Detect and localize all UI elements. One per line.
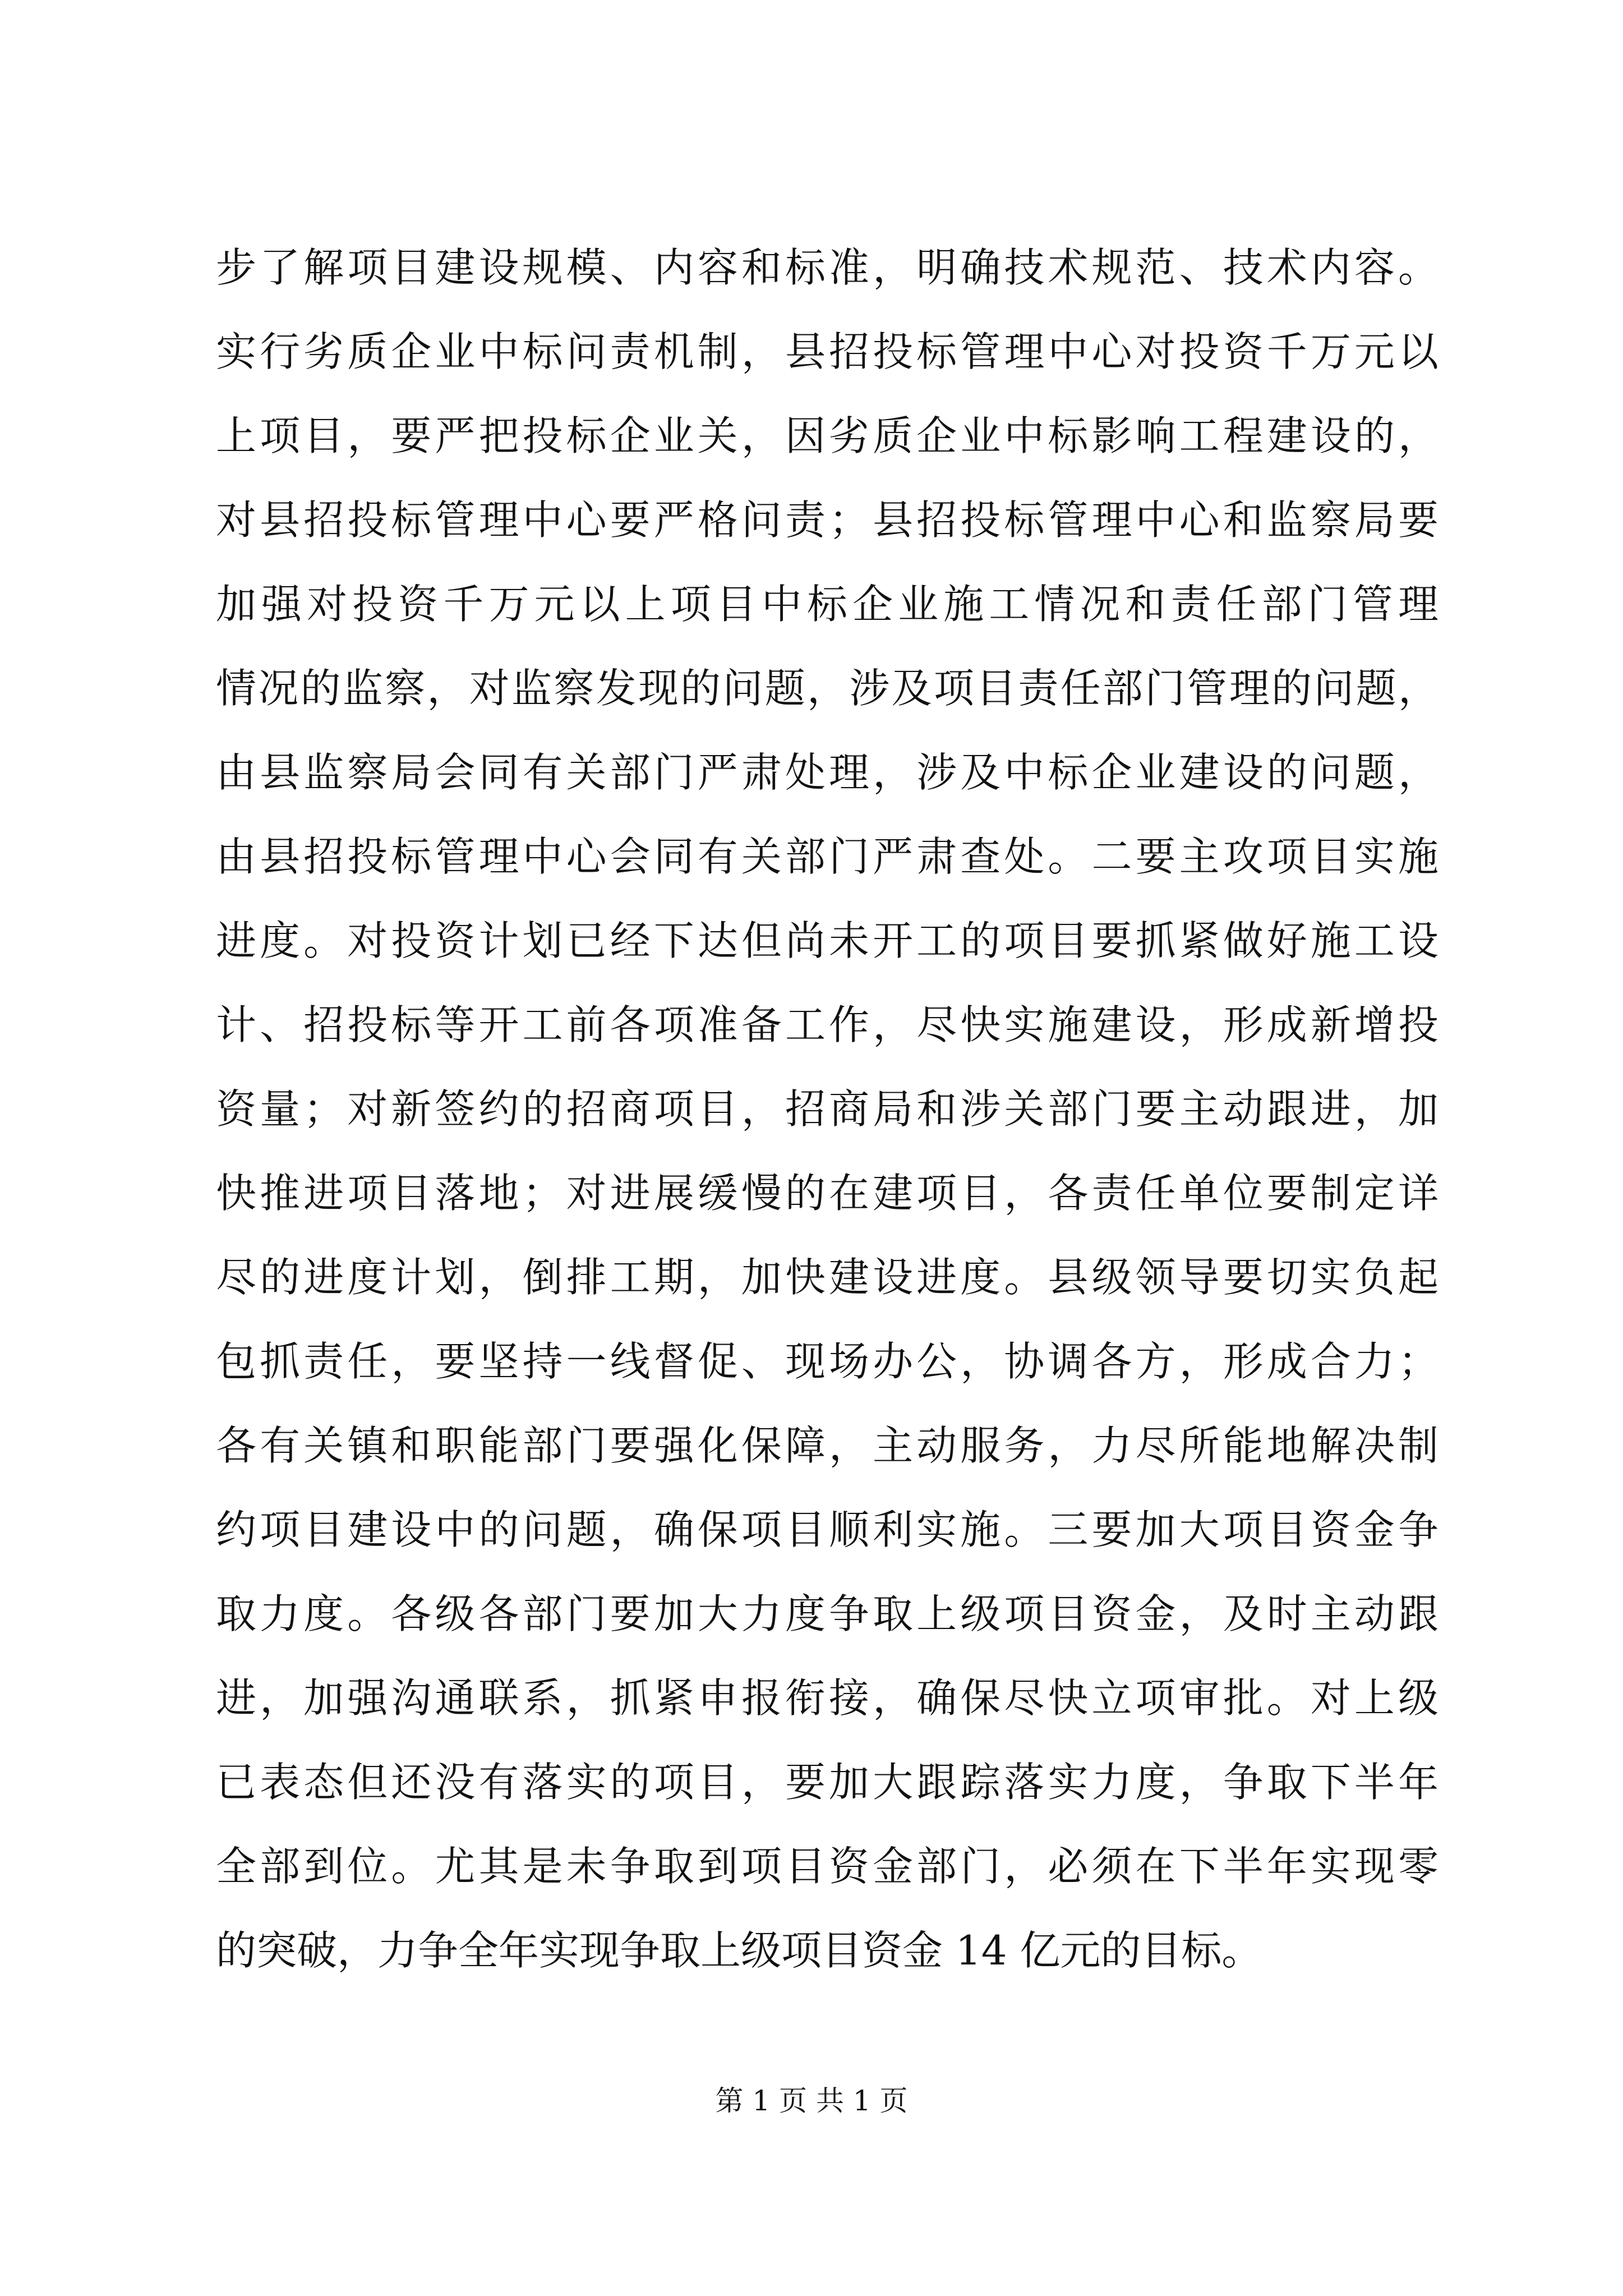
page-number-footer: 第 1 页 共 1 页 [715,2085,908,2117]
text-line: 的突破，力争全年实现争取上级项目资金 14 亿元的目标。 [216,1927,1262,1974]
text-line: 由县监察局会同有关部门严肃处理，涉及中标企业建设的问题， [216,749,1438,796]
text-line: 对县招投标管理中心要严格问责；县招投标管理中心和监察局要 [216,496,1438,544]
text-line: 取力度。各级各部门要加大力度争取上级项目资金，及时主动跟 [216,1590,1438,1637]
text-line: 计、招投标等开工前各项准备工作，尽快实施建设，形成新增投 [216,1001,1438,1048]
text-line: 约项目建设中的问题，确保项目顺利实施。三要加大项目资金争 [216,1506,1438,1553]
text-line: 加强对投资千万元以上项目中标企业施工情况和责任部门管理 [216,581,1438,628]
body-paragraph [216,226,1438,1993]
text-line: 各有关镇和职能部门要强化保障，主动服务，力尽所能地解决制 [216,1422,1438,1469]
text-line: 情况的监察，对监察发现的问题，涉及项目责任部门管理的问题， [216,665,1438,712]
text-line: 已表态但还没有落实的项目，要加大跟踪落实力度，争取下半年 [216,1759,1438,1806]
text-line: 进，加强沟通联系，抓紧申报衔接，确保尽快立项审批。对上级 [216,1674,1438,1722]
text-line: 全部到位。尤其是未争取到项目资金部门，必须在下半年实现零 [216,1843,1438,1890]
text-line: 上项目，要严把投标企业关，因劣质企业中标影响工程建设的， [216,412,1438,459]
text-line: 步了解项目建设规模、内容和标准，明确技术规范、技术内容。 [216,244,1438,291]
text-line: 进度。对投资计划已经下达但尚未开工的项目要抓紧做好施工设 [216,917,1438,964]
text-line: 资量；对新签约的招商项目，招商局和涉关部门要主动跟进，加 [216,1085,1438,1133]
text-line: 包抓责任，要坚持一线督促、现场办公，协调各方，形成合力； [216,1338,1438,1385]
text-line: 尽的进度计划，倒排工期，加快建设进度。县级领导要切实负起 [216,1254,1438,1301]
text-line: 快推进项目落地；对进展缓慢的在建项目，各责任单位要制定详 [216,1170,1438,1217]
text-line: 实行劣质企业中标问责机制，县招投标管理中心对投资千万元以 [216,328,1438,375]
text-line: 由县招投标管理中心会同有关部门严肃查处。二要主攻项目实施 [216,833,1438,880]
